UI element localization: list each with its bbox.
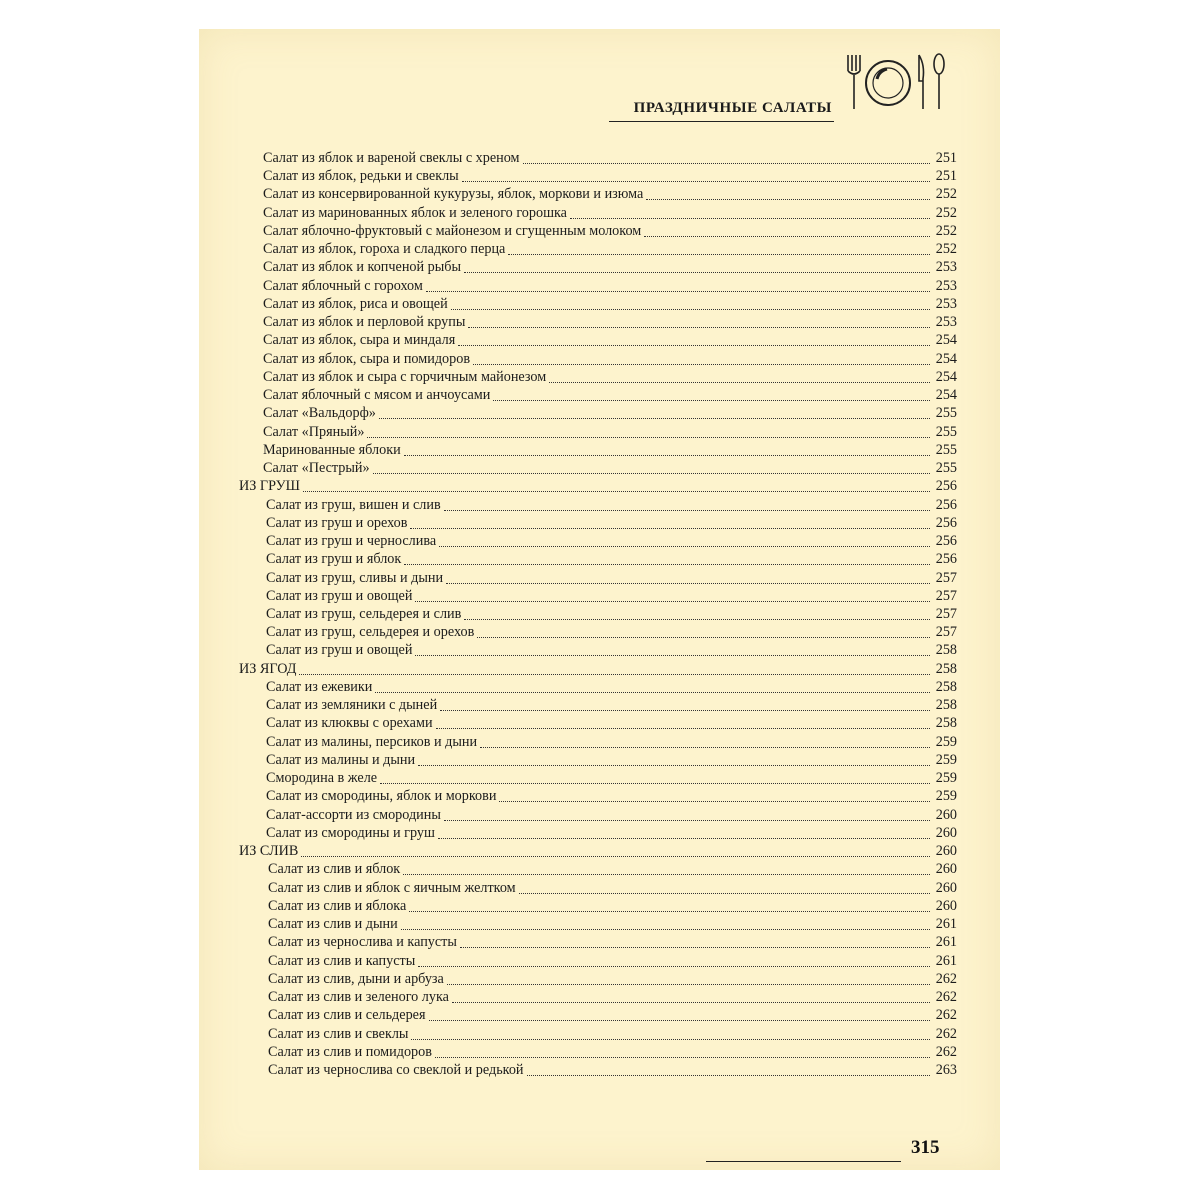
toc-entry-page: 262 <box>935 1025 957 1042</box>
toc-entry <box>239 514 957 532</box>
toc-entry-title: Салат из слив и яблока <box>268 897 407 914</box>
dot-leader <box>303 490 930 492</box>
toc-entry-title: Салат из клюквы с орехами <box>266 715 433 732</box>
toc-entry-title: Салат из яблок и сыра с горчичным майонезом <box>263 368 547 385</box>
toc-entry-title: Салат из слив и капусты <box>268 952 416 969</box>
toc-entry <box>239 204 957 222</box>
toc-entry-title: Салат «Вальдорф» <box>263 405 376 422</box>
dot-leader <box>549 381 930 383</box>
dot-leader <box>446 582 930 584</box>
toc-entry-title: Салат из яблок и вареной свеклы с хреном <box>263 150 520 166</box>
toc-entry <box>239 860 957 878</box>
toc-entry-title: Салат из чернослива со свеклой и редькой <box>268 1062 524 1078</box>
toc-entry <box>239 149 957 167</box>
toc-entry-title: Салат из груш и чернослива <box>266 533 437 550</box>
dot-leader <box>418 764 930 766</box>
toc-entry <box>239 441 957 459</box>
toc-entry <box>239 751 957 769</box>
toc-entry <box>239 787 957 805</box>
dot-leader <box>447 983 930 985</box>
toc-entry-page: 262 <box>935 1043 957 1060</box>
toc-entry-title: ИЗ СЛИВ <box>239 843 299 860</box>
toc-entry <box>239 933 957 951</box>
toc-entry <box>239 1025 957 1043</box>
toc-entry-page: 252 <box>935 241 957 258</box>
dot-leader <box>519 892 930 894</box>
toc-entry-title: Салат яблочно-фруктовый с майонезом и сгущенным молоком <box>263 222 642 239</box>
toc-entry-page: 260 <box>935 897 957 914</box>
toc-entry <box>239 532 957 550</box>
toc-entry-page: 251 <box>935 168 957 185</box>
dot-leader <box>464 618 930 620</box>
toc-entry-title: Салат из слив и зеленого лука <box>268 989 449 1006</box>
toc-entry <box>239 496 957 514</box>
toc-entry-title: Салат из груш, сельдерея и орехов <box>266 624 475 641</box>
toc-entry <box>239 1006 957 1024</box>
toc-entry <box>239 970 957 988</box>
toc-entry <box>239 1061 957 1079</box>
toc-entry-page: 253 <box>935 295 957 312</box>
toc-entry-page: 258 <box>935 660 957 677</box>
toc-entry-title: Смородина в желе <box>266 770 378 787</box>
toc-entry-title: Салат из ежевики <box>266 678 373 695</box>
dot-leader <box>527 1074 930 1076</box>
dot-leader <box>477 636 930 638</box>
toc-entry-title: Салат яблочный с горохом <box>263 277 423 294</box>
toc-entry <box>239 696 957 714</box>
dot-leader <box>411 1038 930 1040</box>
spoon-icon <box>934 54 944 109</box>
toc-entry-page: 257 <box>935 569 957 586</box>
toc-entry <box>239 1043 957 1061</box>
toc-entry-page: 261 <box>935 916 957 933</box>
toc-entry-title: Салат из груш, вишен и слив <box>266 496 441 513</box>
toc-entry <box>239 331 957 349</box>
toc-entry <box>239 295 957 313</box>
toc-entry <box>239 641 957 659</box>
toc-entry <box>239 386 957 404</box>
dot-leader <box>403 873 930 875</box>
dot-leader <box>646 198 930 200</box>
toc-entry-page: 255 <box>935 405 957 422</box>
dot-leader <box>438 837 930 839</box>
dot-leader <box>380 782 930 784</box>
toc-entry-title: Салат из консервированной кукурузы, яблок, моркови и изюма <box>263 186 644 203</box>
toc-entry <box>239 988 957 1006</box>
toc-entry-title: Салат из яблок, риса и овощей <box>263 295 448 312</box>
toc-entry-title: Салат из чернослива и капусты <box>268 934 457 951</box>
toc-entry-page: 261 <box>935 952 957 969</box>
toc-entry-page: 254 <box>935 387 957 404</box>
toc-entry-page: 260 <box>935 824 957 841</box>
toc-entry <box>239 368 957 386</box>
dot-leader <box>409 910 930 912</box>
dot-leader <box>429 1019 931 1021</box>
toc-entry-page: 256 <box>935 514 957 531</box>
toc-entry-title: Салат из яблок, гороха и сладкого перца <box>263 241 506 258</box>
toc-entry-title: ИЗ ГРУШ <box>239 478 300 495</box>
dot-leader <box>436 727 930 729</box>
toc-entry-page: 252 <box>935 186 957 203</box>
toc-entry-page: 258 <box>935 715 957 732</box>
toc-entry-title: Маринованные яблоки <box>263 441 401 458</box>
dot-leader <box>508 253 930 255</box>
dot-leader <box>301 855 930 857</box>
toc-entry-page: 256 <box>935 551 957 568</box>
toc-entry-page: 258 <box>935 642 957 659</box>
toc-entry-page: 254 <box>935 350 957 367</box>
dot-leader <box>460 946 930 948</box>
toc-section-heading <box>239 842 957 860</box>
toc-entry-page: 260 <box>935 806 957 823</box>
dot-leader <box>367 436 930 438</box>
toc-entry-page: 258 <box>935 697 957 714</box>
toc-entry <box>239 404 957 422</box>
toc-entry <box>239 824 957 842</box>
toc-entry <box>239 806 957 824</box>
toc-entry-page: 255 <box>935 423 957 440</box>
toc-entry-page: 261 <box>935 934 957 951</box>
dot-leader <box>458 344 930 346</box>
toc-entry <box>239 879 957 897</box>
plate-icon <box>866 61 910 105</box>
toc-entry-page: 260 <box>935 843 957 860</box>
toc-entry-title: Салат из груш и орехов <box>266 514 408 531</box>
toc-entry <box>239 350 957 368</box>
toc-entry-page: 262 <box>935 1007 957 1024</box>
toc-entry-title: Салат из яблок, сыра и миндаля <box>263 332 456 349</box>
toc-entry-page: 253 <box>935 277 957 294</box>
dot-leader <box>418 965 930 967</box>
toc-entry-title: Салат «Пряный» <box>263 423 365 440</box>
dot-leader <box>375 691 930 693</box>
toc-entry <box>239 222 957 240</box>
toc-entry-page: 255 <box>935 441 957 458</box>
dot-leader <box>439 545 930 547</box>
toc-entry-title: Салат из груш, сельдерея и слив <box>266 606 462 622</box>
toc-entry-title: Салат из слив и яблок <box>268 861 401 878</box>
dot-leader <box>444 819 930 821</box>
toc-entry-title: Салат «Пестрый» <box>263 460 370 477</box>
toc-entry-title: Салат из земляники с дыней <box>266 697 438 714</box>
toc-section-heading <box>239 477 957 495</box>
toc-entry-page: 254 <box>935 332 957 349</box>
toc-entry-title: Салат из груш и овощей <box>266 587 413 604</box>
toc-entry <box>239 623 957 641</box>
tableware-icon <box>839 49 949 113</box>
toc-entry <box>239 423 957 441</box>
toc-entry-page: 252 <box>935 222 957 239</box>
toc-entry <box>239 605 957 623</box>
book-page <box>199 29 1000 1170</box>
dot-leader <box>644 235 930 237</box>
toc-entry-title: Салат из груш и овощей <box>266 642 413 659</box>
toc-entry <box>239 459 957 477</box>
toc-entry-title: Салат из яблок и перловой крупы <box>263 314 466 331</box>
dot-leader <box>462 180 930 182</box>
dot-leader <box>410 527 930 529</box>
toc-entry-page: 256 <box>935 496 957 513</box>
dot-leader <box>523 162 930 164</box>
dot-leader <box>480 746 930 748</box>
page-number: 315 <box>911 1137 940 1158</box>
dot-leader <box>464 271 930 273</box>
toc-entry-page: 257 <box>935 624 957 641</box>
header-rule <box>609 121 834 122</box>
toc-entry-title: Салат-ассорти из смородины <box>266 806 441 823</box>
toc-entry-page: 257 <box>935 606 957 622</box>
toc-entry-page: 260 <box>935 879 957 896</box>
toc-entry-page: 256 <box>935 533 957 550</box>
dot-leader <box>415 600 930 602</box>
toc-section-heading <box>239 660 957 678</box>
toc-entry-page: 258 <box>935 678 957 695</box>
knife-icon <box>919 55 924 109</box>
toc-entry <box>239 678 957 696</box>
toc-entry-title: Салат яблочный с мясом и анчоусами <box>263 387 491 404</box>
dot-leader <box>404 563 930 565</box>
toc-entry-title: Салат из малины и дыни <box>266 751 416 768</box>
toc-entry-page: 257 <box>935 587 957 604</box>
toc-entry <box>239 714 957 732</box>
toc-entry <box>239 185 957 203</box>
toc-entry-page: 254 <box>935 368 957 385</box>
toc-entry-title: Салат из слив и дыни <box>268 916 398 933</box>
dot-leader <box>401 928 930 930</box>
toc-entry-page: 262 <box>935 970 957 987</box>
dot-leader <box>473 363 930 365</box>
toc-entry <box>239 550 957 568</box>
toc-entry-title: Салат из смородины и груш <box>266 824 435 841</box>
toc-entry-title: Салат из маринованных яблок и зеленого горошка <box>263 204 567 221</box>
toc-entry <box>239 733 957 751</box>
dot-leader <box>440 709 930 711</box>
dot-leader <box>499 800 930 802</box>
toc-entry-title: Салат из смородины, яблок и моркови <box>266 788 497 805</box>
toc-entry-page: 259 <box>935 751 957 768</box>
dot-leader <box>570 217 930 219</box>
toc-entry-page: 251 <box>935 150 957 166</box>
toc-entry <box>239 277 957 295</box>
toc-entry <box>239 952 957 970</box>
dot-leader <box>493 399 930 401</box>
toc-entry-page: 253 <box>935 259 957 276</box>
dot-leader <box>435 1056 930 1058</box>
dot-leader <box>415 654 930 656</box>
dot-leader <box>373 472 930 474</box>
toc-entry-page: 263 <box>935 1062 957 1078</box>
toc-entry <box>239 313 957 331</box>
toc-entry-page: 256 <box>935 478 957 495</box>
toc-entry <box>239 569 957 587</box>
dot-leader <box>452 1001 930 1003</box>
dot-leader <box>444 509 930 511</box>
fork-icon <box>848 55 860 109</box>
toc-entry-title: Салат из слив и сельдерея <box>268 1007 426 1024</box>
dot-leader <box>426 290 930 292</box>
toc-entry-title: Салат из слив, дыни и арбуза <box>268 970 444 987</box>
toc-entry-title: Салат из малины, персиков и дыни <box>266 733 478 750</box>
toc-entry-page: 255 <box>935 460 957 477</box>
toc-entry <box>239 258 957 276</box>
toc-entry-title: Салат из груш и яблок <box>266 551 402 568</box>
dot-leader <box>379 417 930 419</box>
toc-entry-page: 260 <box>935 861 957 878</box>
dot-leader <box>468 326 930 328</box>
toc-entry-page: 259 <box>935 788 957 805</box>
toc-entry <box>239 769 957 787</box>
toc-entry-page: 262 <box>935 989 957 1006</box>
dot-leader <box>299 673 930 675</box>
toc-entry <box>239 897 957 915</box>
footer-rule <box>706 1161 901 1162</box>
toc-entry-page: 259 <box>935 733 957 750</box>
toc-entry-title: ИЗ ЯГОД <box>239 660 297 677</box>
toc-entry <box>239 167 957 185</box>
section-title: ПРАЗДНИЧНЫЕ САЛАТЫ <box>633 100 832 116</box>
toc-entry-title: Салат из яблок, редьки и свеклы <box>263 168 459 185</box>
toc-entry-title: Салат из яблок, сыра и помидоров <box>263 350 471 367</box>
toc-entry-title: Салат из яблок и копченой рыбы <box>263 259 462 276</box>
toc-entry-page: 259 <box>935 770 957 787</box>
toc-entry-page: 252 <box>935 204 957 221</box>
toc-entry <box>239 915 957 933</box>
toc-entry-title: Салат из слив и помидоров <box>268 1043 432 1060</box>
dot-leader <box>451 308 930 310</box>
dot-leader <box>404 454 930 456</box>
toc-entry-title: Салат из слив и яблок с яичным желтком <box>268 879 516 896</box>
toc-entry-title: Салат из слив и свеклы <box>268 1025 409 1042</box>
toc-entry-page: 253 <box>935 314 957 331</box>
toc-entry <box>239 240 957 258</box>
toc-entry <box>239 587 957 605</box>
toc-entry-title: Салат из груш, сливы и дыни <box>266 569 444 586</box>
